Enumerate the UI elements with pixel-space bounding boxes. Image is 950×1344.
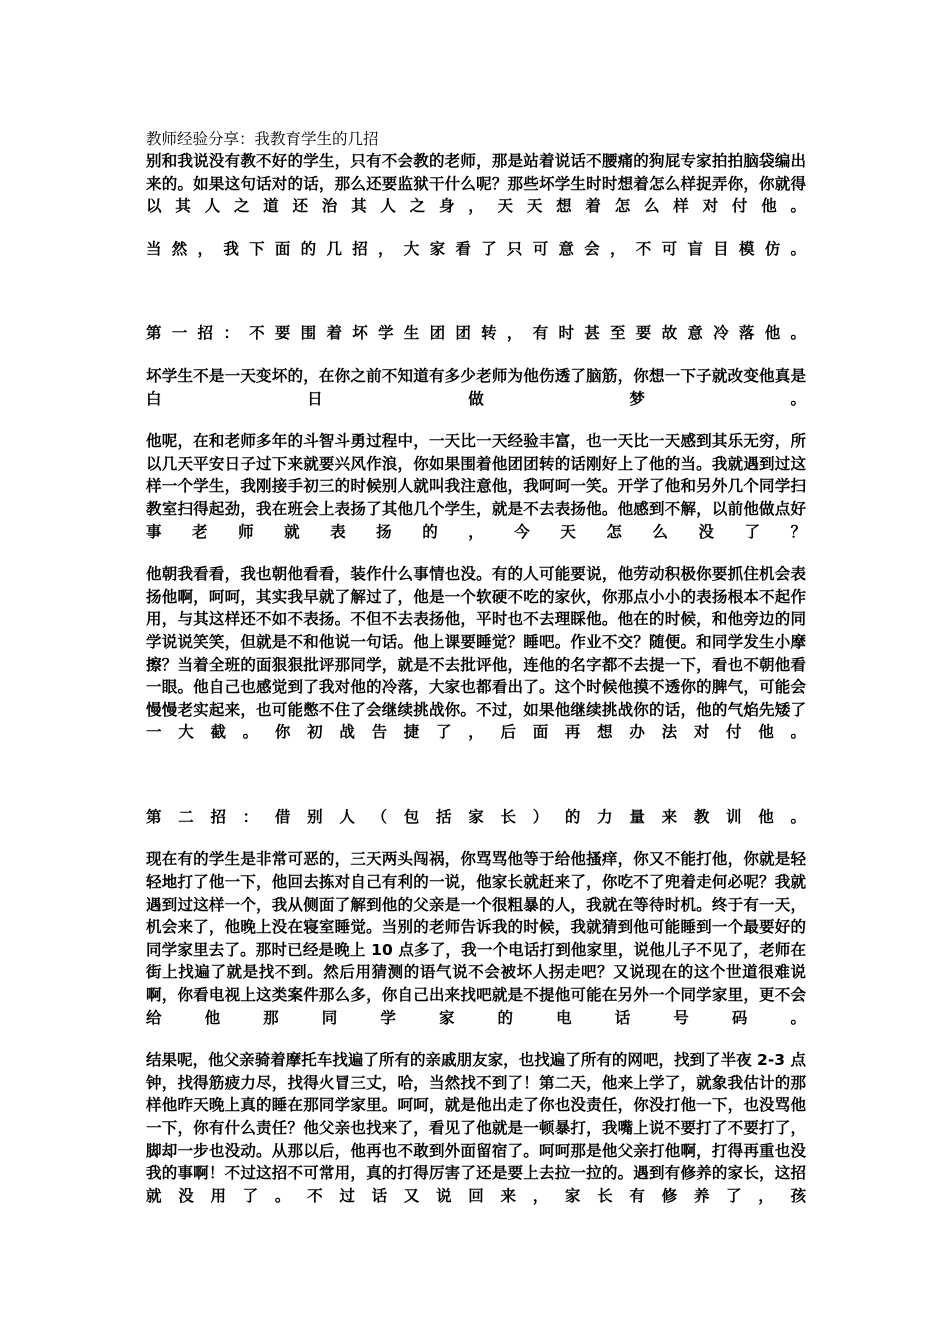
document-title: 教师经验分享：我教育学生的几招 [146,130,379,148]
document-page [146,128,806,1207]
section-heading-1: 第一招：不要围着坏学生团团转，有时甚至要故意冷落他。 [146,324,806,343]
section-heading-2: 第二招：借别人（包括家长）的力量来教训他。 [146,807,806,826]
spacer [146,218,806,238]
body-paragraph: 他朝我看看，我也朝他看看，装作什么事情也没。有的人可能要说，他劳动积极你要抓住机会表扬他啊，呵呵，其实我早就了解过了，他是一个软硬不吃的家伙，你那点小小的表扬根本不起作用，与其这样还不如不表扬。不但不去表扬他，平时也不去理睬他。他在的时候，和他旁边的同学说说笑笑，但就是不和他说一句话。他上课要睡觉？睡吧。作业不交？随便。和同学发生小摩擦？当着全班的面狠狠批评那同学，就是不去批评他，连他的名字都不去提一下，看也不朝他看一眼。他自己也感觉到了我对他的冷落，大家也都看出了。这个时候他摸不透你的脾气，可能会慢慢老实起来，也可能憋不住了会继续挑战你。不过，如果他继续挑战你的话，他的气焰先矮了一大截。你初战告捷了，后面再想办法对付他。 [146,565,806,742]
body-paragraph: 现在有的学生是非常可恶的，三天两头闯祸，你骂骂他等于给他搔痒，你又不能打他，你就是轻轻地打了他一下，他回去拣对自己有利的一说，他家长就赶来了，你吃不了兜着走何必呢？我就遇到过这样一个，我从侧面了解到他的父亲是一个很粗暴的人，我就在等待时机。终于有一天，机会来了，他晚上没在寝室睡觉。当别的老师告诉我的时候，我就猜到他可能睡到一个最要好的同学家里去了。那时已经是晚上 10 点多了，我一个电话打到他家里，说他儿子不见了，老师在街上找遍了就是找不到。然后用猜测的语气说不会被坏人拐走吧？又说现在的这个世道很难说啊，你看电视上这类案件那么多，你自己出来找吧就是不提他可能在另外一个同学家里，更不会给他那同学家的电话号码。 [146,850,806,1027]
spacer [146,410,806,430]
body-paragraph: 坏学生不是一天变坏的，在你之前不知道有多少老师为他伤透了脑筋，你想一下子就改变他真是白日做梦。 [146,366,806,408]
spacer [146,543,806,563]
spacer [146,828,806,848]
spacer [146,1029,806,1049]
spacer [146,744,806,806]
body-paragraph: 他呢，在和老师多年的斗智斗勇过程中，一天比一天经验丰富，也一天比一天感到其乐无穷，所以几天平安日子过下来就要兴风作浪，你如果围着他团团转的话刚好上了他的当。我就遇到过这样一个学生，我刚接手初三的时候别人就叫我注意他，我呵呵一笑。开学了他和另外几个同学扫教室扫得起劲，我在班会上表扬了其他几个学生，就是不去表扬他。他感到不解，以前他做点好事老师就表扬的，今天怎么没了？ [146,432,806,541]
spacer [146,345,806,365]
spacer [146,260,806,322]
intro-paragraph: 别和我说没有教不好的学生，只有不会教的老师，那是站着说话不腰痛的狗屁专家拍拍脑袋编出来的。如果这句话对的话，那么还要监狱干什么呢？那些坏学生时时想着怎么样捉弄你，你就得以其人之道还治其人之身，天天想着怎么样对付他。 [146,152,806,216]
disclaimer-paragraph: 当然，我下面的几招，大家看了只可意会，不可盲目模仿。 [146,239,806,258]
body-paragraph: 结果呢，他父亲骑着摩托车找遍了所有的亲戚朋友家，也找遍了所有的网吧，找到了半夜 2-3 点钟，找得筋疲力尽，找得火冒三丈，哈，当然找不到了！第二天，他来上学了，就象我估计的那样他昨天晚上真的睡在那同学家里。呵呵，就是他出走了你也没责任，你没打他一下，也没骂他一下，你有什么责任？他父亲也找来了，看见了他就是一顿暴打，我嘴上说不要打了不要打了，脚却一步也没动。从那以后，他再也不敢到外面留宿了。呵呵那是他父亲打他啊，打得再重也没我的事啊！不过这招不可常用，真的打得厉害了还是要上去拉一拉的。遇到有修养的家长，这招就没用了。不过话又说回来，家长有修养了，孩 [146,1051,806,1205]
